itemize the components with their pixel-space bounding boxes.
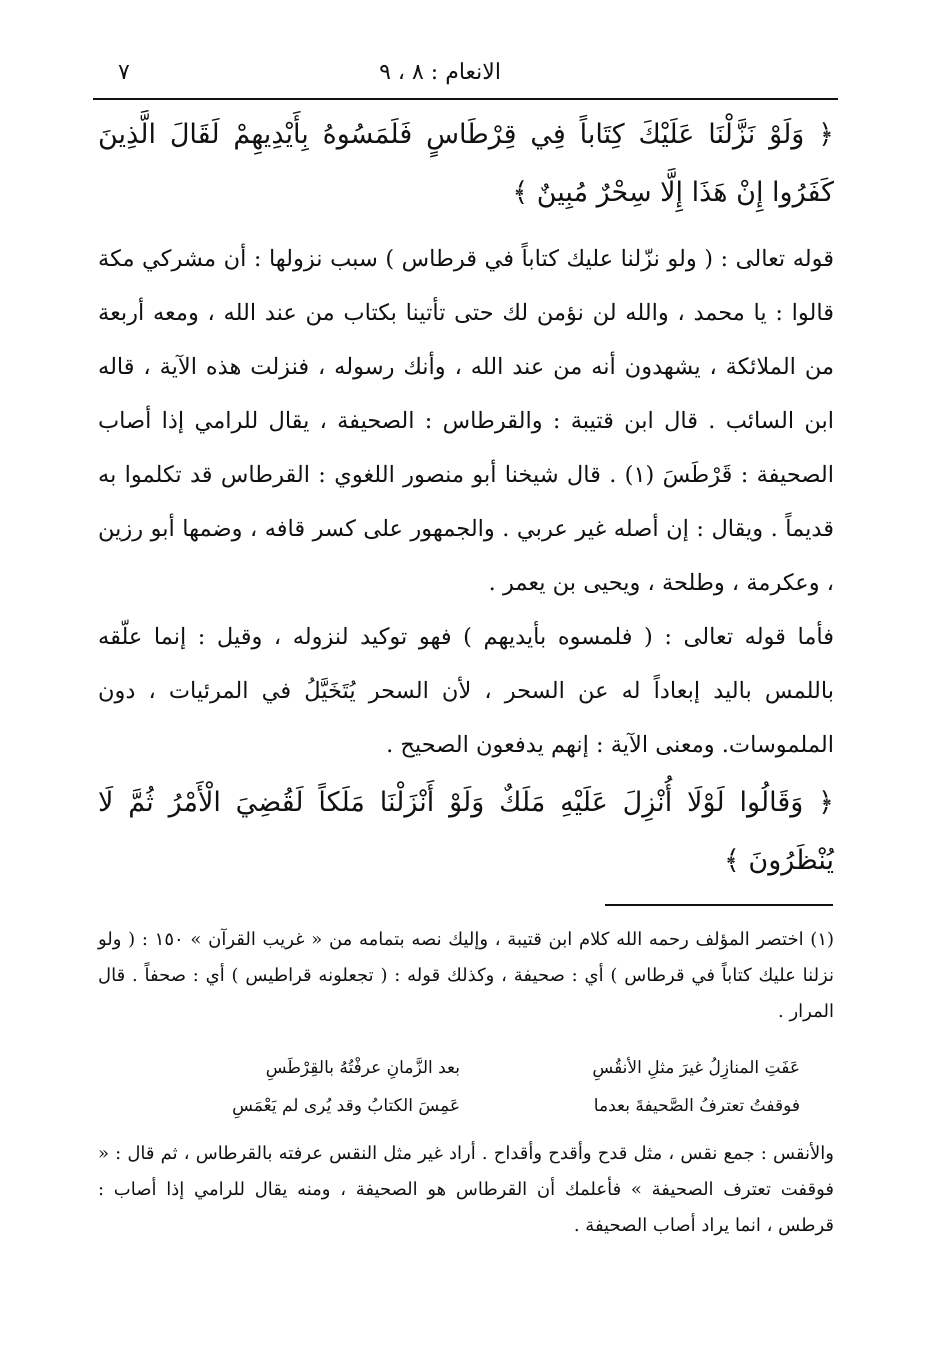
poem-verse-2	[150, 1088, 800, 1124]
quran-verse-9: ﴿ وَقَالُوا لَوْلَا أُنْزِلَ عَلَيْهِ مَلَكٌ وَلَوْ أَنْزَلْنَا مَلَكاً لَقُضِيَ الْأَمْرُ ثُمَّ لَا يُنْظَرُونَ ﴾	[98, 787, 834, 876]
poem-verse-2-first-hemistich: فوقفتُ تعترفُ الصَّحيفةَ بعدما	[593, 1096, 800, 1116]
footnote-divider	[605, 904, 833, 906]
poem-verse-1-first-hemistich: عَفَتِ المنازِلُ غيرَ مثلِ الأنقُسِ	[592, 1058, 800, 1078]
quran-verse-8: ﴿ وَلَوْ نَزَّلْنَا عَلَيْكَ كِتَاباً فِي قِرْطَاسٍ فَلَمَسُوهُ بِأَيْدِيهِمْ لَقَالَ الَّذِينَ كَفَرُوا إِنْ هَذَا إِلَّا سِحْرٌ مُبِينٌ ﴾	[98, 119, 834, 208]
footnote-explanation: والأنقس : جمع نقس ، مثل قدح وأقدح وأقداح . أراد غير مثل النقس عرفته بالقرطاس ، ثم قال : « فوقفت تعترف الصحيفة » فأعلمك أن القرطاس هو الصحيفة ، ومنه يقال للرامي إذا أصاب : قرطس ، انما يراد أصاب الصحيفة .	[98, 1143, 834, 1236]
running-header-title: الانعام : ٨ ، ٩	[379, 60, 501, 85]
commentary-paragraph-2: فأما قوله تعالى : ( فلمسوه بأيديهم ) فهو توكيد لنزوله ، وقيل : إنما علّقه باللمس باليد إبعاداً له عن السحر ، لأن السحر يُتَخَيَّلُ في المرئيات ، دون الملموسات. ومعنى الآية : إنهم يدفعون الصحيح .	[98, 624, 834, 758]
poem-verse-1	[150, 1050, 800, 1086]
page-number: ٧	[118, 60, 130, 85]
header-divider	[93, 98, 838, 100]
commentary-paragraph-1: قوله تعالى : ( ولو نزّلنا عليك كتاباً في قرطاس ) سبب نزولها : أن مشركي مكة قالوا : يا محمد ، والله لن نؤمن لك حتى تأتينا بكتاب من عند الله ، ومعه أربعة من الملائكة ، يشهدون أنه من عند الله ، وأنك رسوله ، فنزلت هذه الآية ، قاله ابن السائب . قال ابن قتيبة : والقرطاس : الصحيفة ، يقال للرامي إذا أصاب الصحيفة : قَرْطَسَ (١) . قال شيخنا أبو منصور اللغوي : القرطاس قد تكلموا به قديماً . ويقال : إن أصله غير عربي . والجمهور على كسر قافه ، وضمها أبو رزين ، وعكرمة ، وطلحة ، ويحيى بن يعمر .	[98, 246, 834, 596]
poem-verse-1-second-hemistich: بعد الزَّمانِ عرفْتُهُ بالقِرْطَسِ	[265, 1058, 460, 1078]
footnote-text: (١) اختصر المؤلف رحمه الله كلام ابن قتيبة ، وإليك نصه بتمامه من « غريب القرآن » ١٥٠ : ( ولو نزلنا عليك كتاباً في قرطاس ) أي : صحيفة ، وكذلك قوله : ( تجعلونه قراطيس ) أي : صحفاً . قال المرار .	[98, 929, 835, 1022]
poem-verse-2-second-hemistich: عَمِسَ الكتابُ وقد يُرى لم يَعْمَسِ	[232, 1096, 460, 1116]
